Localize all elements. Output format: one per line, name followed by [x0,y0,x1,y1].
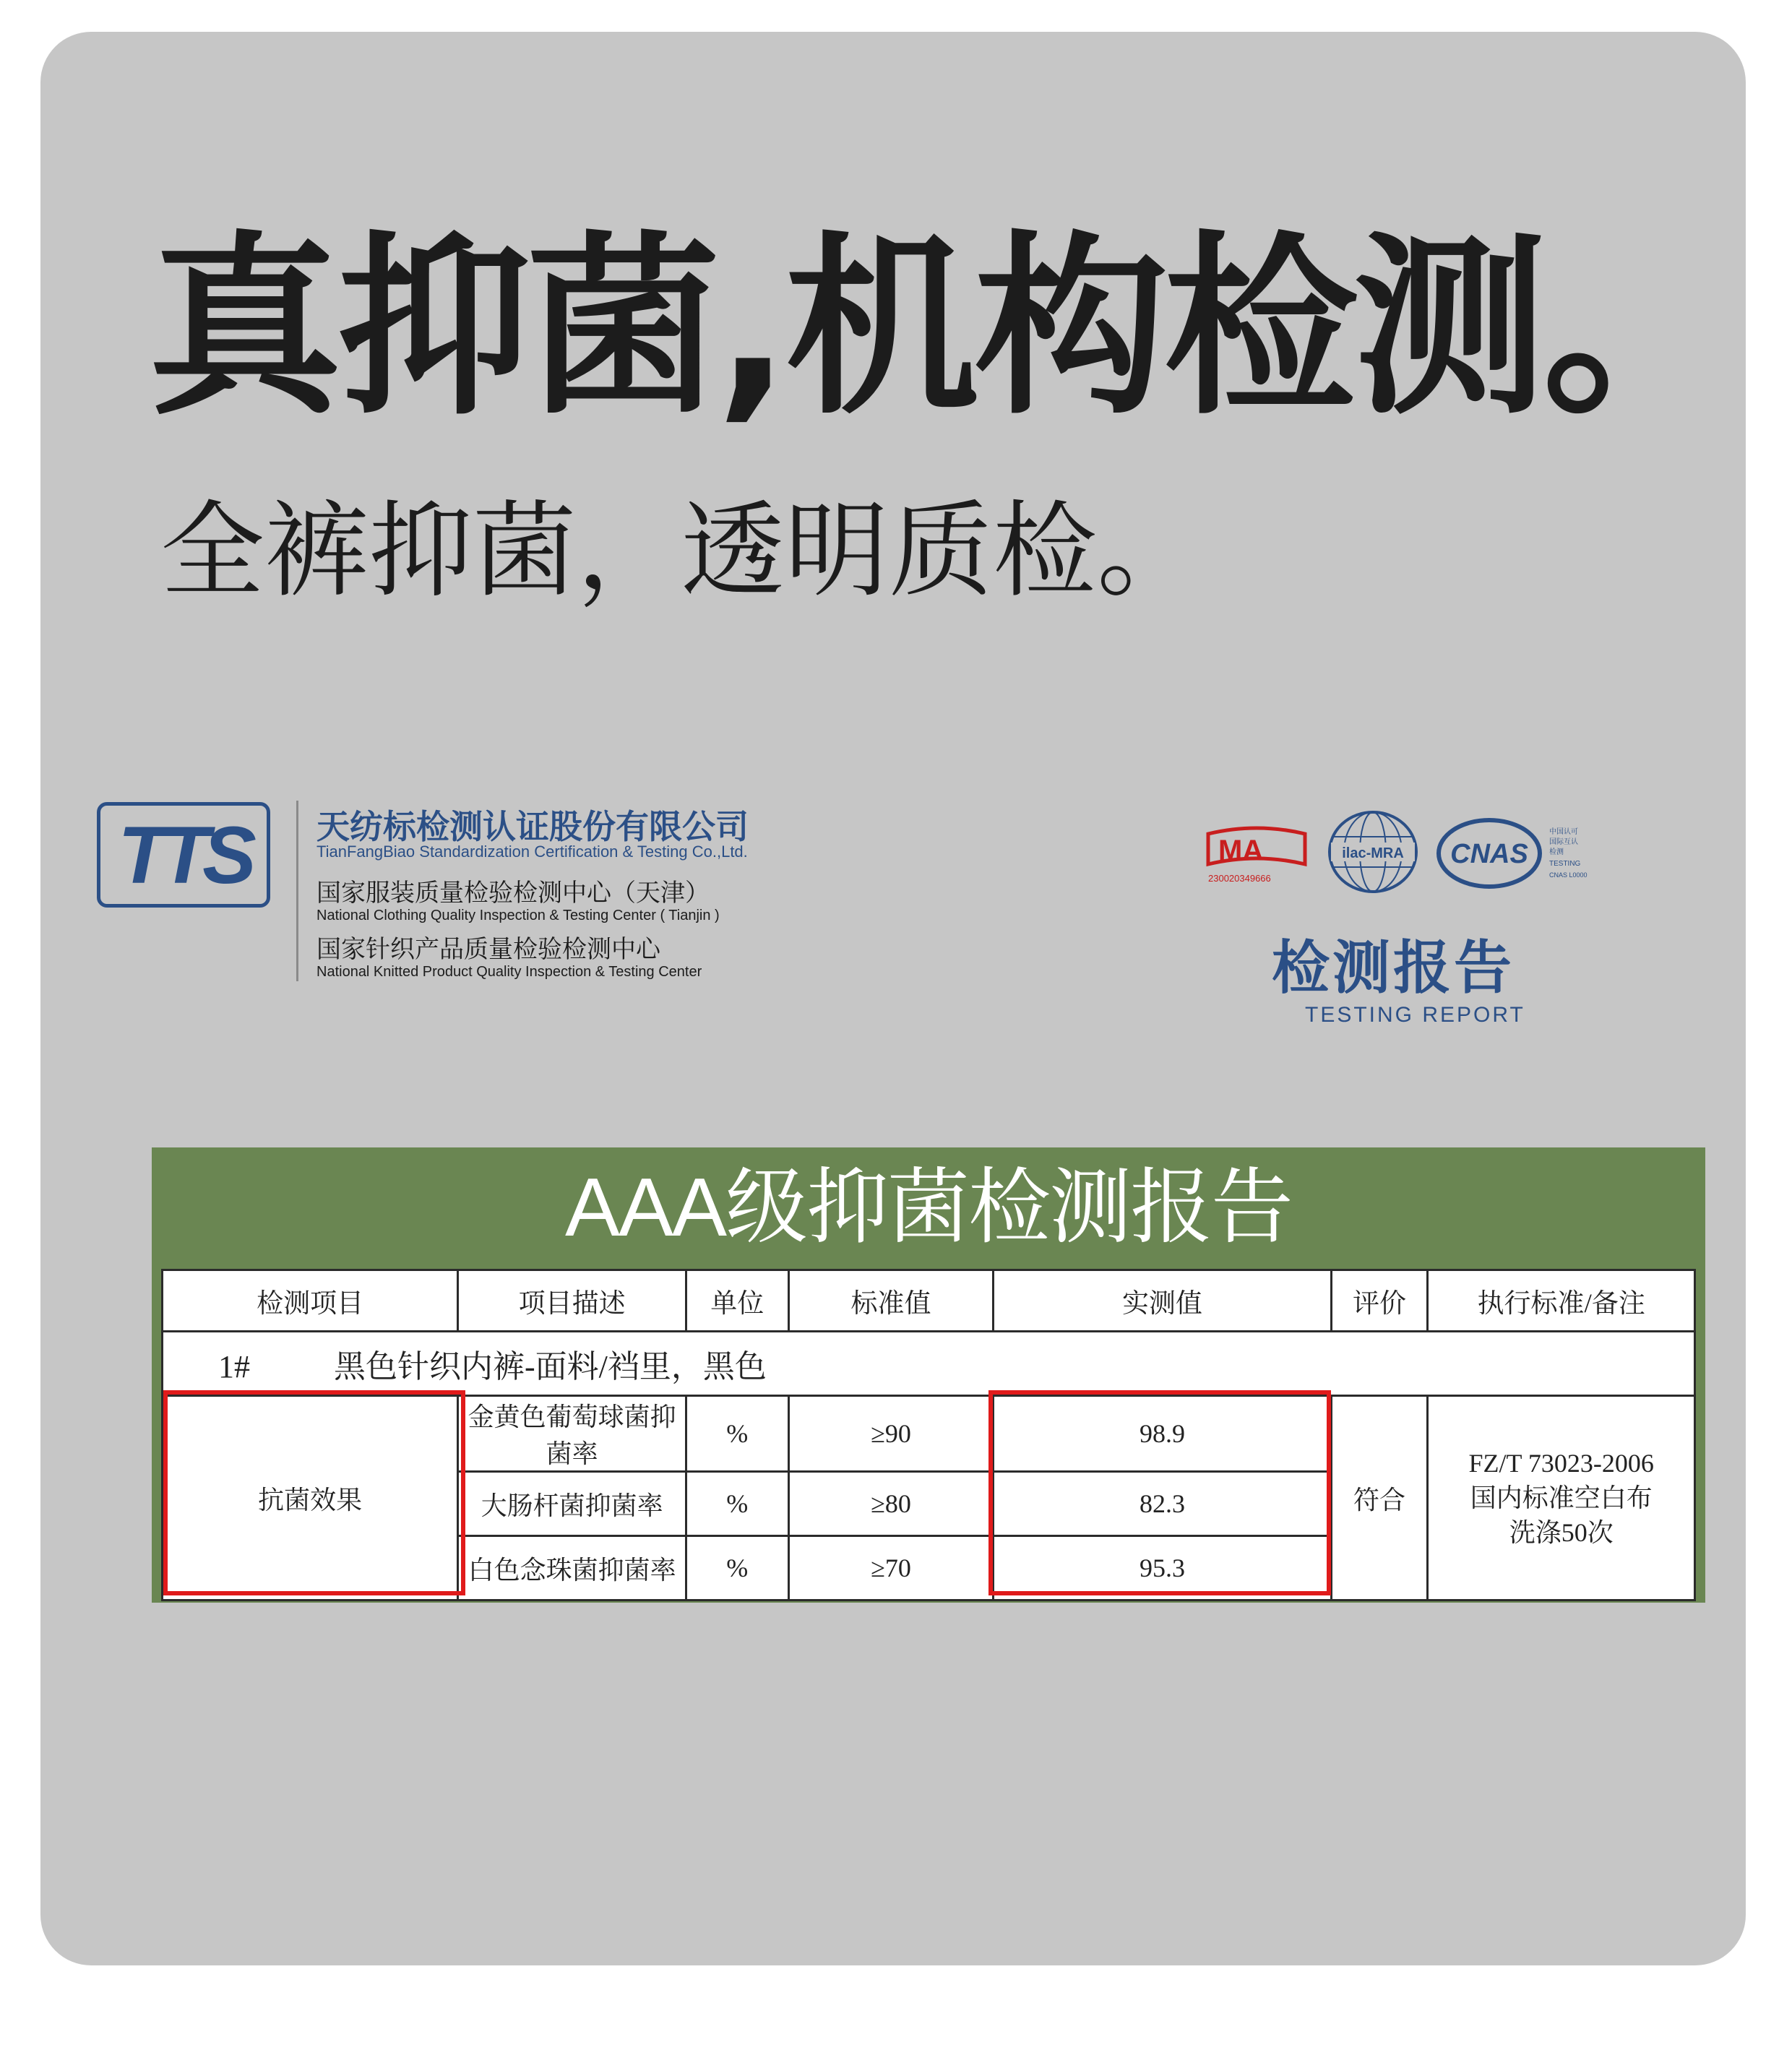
svg-text:CNAS L0000: CNAS L0000 [1549,871,1588,879]
report-title-cn: 检测报告 [1272,934,1515,1001]
headline: 真抑菌,机构检测。 [148,215,1732,441]
description-cell: 金黄色葡萄球菌抑菌率 [458,1396,686,1472]
column-header: 评价 [1331,1270,1428,1332]
ilac-mra-logo [1327,809,1419,895]
report-title-en: TESTING REPORT [1305,1003,1525,1027]
tts-logo [97,802,270,908]
measured-cell: 82.3 [994,1472,1331,1536]
lab-name-en: TianFangBiao Standardization Certification & Testing Co.,Ltd. [316,843,748,861]
cma-number: 230020349666 [1208,873,1271,884]
measured-cell: 95.3 [994,1536,1331,1601]
standard-cell: ≥80 [788,1472,994,1536]
standard-cell: ≥90 [788,1396,994,1472]
note-line: 洗涤50次 [1509,1518,1614,1547]
center2-name-cn: 国家针织产品质量检验检测中心 [316,936,660,963]
test-item-cell: 抗菌效果 [163,1396,458,1601]
standard-note-cell [1428,1396,1695,1601]
svg-text:国际互认: 国际互认 [1549,838,1578,846]
column-header: 执行标准/备注 [1428,1270,1695,1332]
svg-text:检测: 检测 [1549,848,1564,856]
cma-logo-text: MA [1218,835,1264,866]
note-line: FZ/T 73023-2006 [1468,1449,1654,1478]
column-header: 标准值 [788,1270,994,1332]
center1-name-cn: 国家服装质量检验检测中心（天津） [316,879,710,907]
column-header: 实测值 [994,1270,1331,1332]
unit-cell: % [686,1396,788,1472]
unit-cell: % [686,1536,788,1601]
subheadline: 全裤抑菌，透明质检。 [160,490,1202,611]
test-report [152,1147,1705,1603]
table-header-row [163,1270,1695,1332]
standard-cell: ≥70 [788,1536,994,1601]
column-header: 单位 [686,1270,788,1332]
tts-logo-text: TTS [118,809,249,900]
cma-logo [1204,824,1309,886]
svg-text:TESTING: TESTING [1549,860,1581,868]
table-row [163,1396,1695,1472]
sample-id: 1# [218,1349,250,1384]
lab-name-cn: 天纺标检测认证股份有限公司 [316,808,749,845]
cnas-logo [1435,815,1543,892]
description-cell: 大肠杆菌抑菌率 [458,1472,686,1536]
center2-name-en: National Knitted Product Quality Inspection & Testing Center [316,964,702,980]
report-table-title: AAA级抑菌检测报告 [564,1162,1293,1254]
sample-description: 黑色针织内裤-面料/裆里，黑色 [334,1349,767,1384]
column-header: 检测项目 [163,1270,458,1332]
cnas-logo-text: CNAS [1450,839,1528,869]
cnas-side-text [1549,827,1595,883]
svg-text:中国认可: 中国认可 [1549,828,1578,836]
description-cell: 白色念珠菌抑菌率 [458,1536,686,1601]
sample-row [163,1332,1695,1396]
unit-cell: % [686,1472,788,1536]
test-result-table [161,1269,1696,1601]
logo-divider [296,801,298,981]
column-header: 项目描述 [458,1270,686,1332]
ilac-logo-text: ilac-MRA [1342,845,1404,861]
sample-cell [163,1332,1695,1396]
center1-name-en: National Clothing Quality Inspection & Testing Center ( Tianjin ) [316,908,720,923]
evaluation-cell: 符合 [1331,1396,1428,1601]
measured-cell: 98.9 [994,1396,1331,1472]
note-line: 国内标准空白布 [1470,1483,1653,1512]
